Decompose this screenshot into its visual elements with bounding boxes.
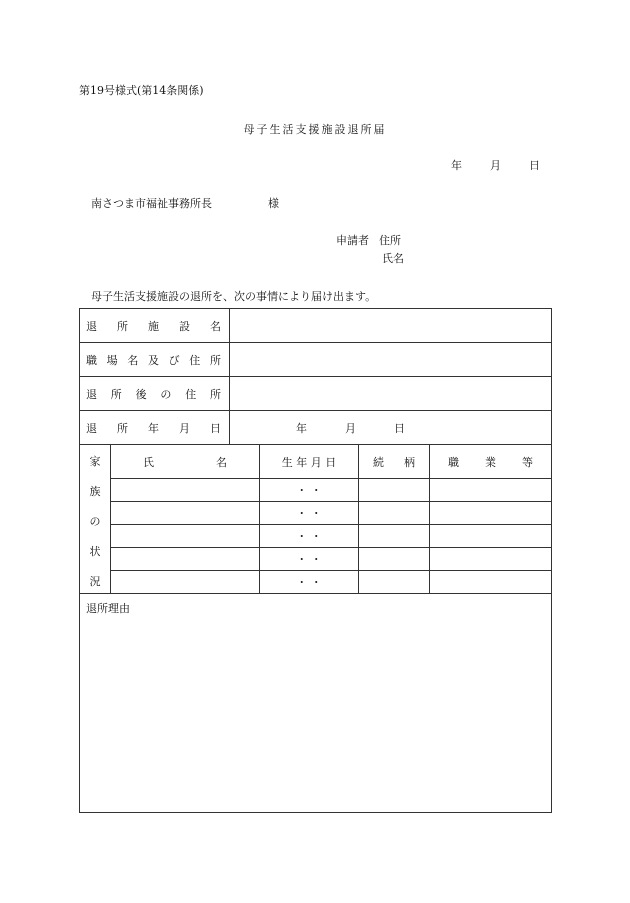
leave-date-row — [80, 411, 552, 445]
family-relationship-header — [359, 445, 430, 479]
family-relationship-field[interactable] — [359, 548, 430, 571]
family-occupation-field[interactable] — [430, 525, 552, 548]
family-row — [80, 502, 552, 525]
submission-date — [451, 157, 540, 173]
label-char: 所 — [117, 319, 128, 333]
label-char: 職 — [448, 455, 459, 469]
label-char: 及 — [147, 353, 159, 367]
label-char: 名 — [210, 319, 221, 333]
family-dob-field[interactable]: ・ ・ — [260, 525, 359, 548]
family-dob-header: 生 年 月 日 — [260, 445, 359, 479]
label-char: 氏 — [143, 455, 154, 469]
leave-day-unit: 日 — [394, 421, 405, 435]
reason-label: 退所理由 — [86, 602, 130, 615]
label-char: の — [89, 515, 101, 528]
family-occupation-header — [430, 445, 552, 479]
date-year-label: 年 — [451, 159, 462, 172]
label-char: 業 — [485, 455, 496, 469]
family-name-field[interactable] — [111, 548, 260, 571]
family-dob-field[interactable]: ・ ・ — [260, 502, 359, 525]
workplace-label — [80, 343, 230, 377]
family-name-header — [111, 445, 260, 479]
facility-name-row — [80, 309, 552, 343]
label-char: 退 — [86, 421, 97, 435]
leave-form-table — [79, 308, 552, 813]
facility-name-field[interactable] — [230, 309, 552, 343]
address-after-row — [80, 377, 552, 411]
label-char: 所 — [209, 387, 221, 401]
family-dob-field[interactable]: ・ ・ — [260, 571, 359, 594]
leave-year-unit: 年 — [296, 421, 307, 435]
label-char: 所 — [209, 353, 221, 367]
family-row — [80, 548, 552, 571]
workplace-row — [80, 343, 552, 377]
family-row — [80, 571, 552, 594]
leave-date-label — [80, 411, 230, 445]
leave-month-unit: 月 — [345, 421, 356, 435]
family-section-label — [80, 445, 111, 594]
family-occupation-field[interactable] — [430, 502, 552, 525]
addressee-name: 南さつま市福祉事務所長 — [91, 197, 212, 210]
label-char: 続 — [373, 455, 384, 469]
applicant-name-label: 氏名 — [382, 252, 404, 265]
family-name-field[interactable] — [111, 502, 260, 525]
family-occupation-field[interactable] — [430, 479, 552, 502]
family-row — [80, 479, 552, 502]
address-label: 住所 — [379, 234, 401, 247]
label-char: 月 — [179, 421, 190, 435]
label-char: 族 — [89, 485, 101, 498]
family-name-field[interactable] — [111, 525, 260, 548]
workplace-field[interactable] — [230, 343, 552, 377]
family-name-field[interactable] — [111, 571, 260, 594]
form-number: 第19号様式(第14条関係) — [79, 84, 204, 97]
address-after-field[interactable] — [230, 377, 552, 411]
label-char: 退 — [86, 319, 97, 333]
family-header-row — [80, 445, 552, 479]
label-char: 住 — [189, 353, 201, 367]
family-occupation-field[interactable] — [430, 571, 552, 594]
addressee — [91, 195, 279, 211]
family-dob-field[interactable]: ・ ・ — [260, 548, 359, 571]
label-char: の — [160, 387, 172, 401]
label-char: 等 — [522, 455, 533, 469]
family-name-field[interactable] — [111, 479, 260, 502]
label-char: 住 — [185, 387, 197, 401]
label-char: 所 — [117, 421, 128, 435]
reason-field[interactable] — [80, 594, 552, 813]
date-month-label: 月 — [490, 159, 501, 172]
label-char: 施 — [148, 319, 159, 333]
addressee-honorific: 様 — [268, 197, 279, 210]
intro-text: 母子生活支援施設の退所を、次の事情により届け出ます。 — [91, 290, 377, 303]
label-char: 場 — [106, 353, 118, 367]
label-char: 柄 — [404, 455, 415, 469]
label-char: 状 — [89, 545, 101, 558]
document-title: 母子生活支援施設退所届 — [243, 123, 387, 136]
label-char: 職 — [86, 353, 97, 367]
family-relationship-field[interactable] — [359, 571, 430, 594]
family-dob-field[interactable]: ・ ・ — [260, 479, 359, 502]
label-char: 名 — [127, 353, 139, 367]
family-occupation-field[interactable] — [430, 548, 552, 571]
family-relationship-field[interactable] — [359, 479, 430, 502]
label-char: 日 — [210, 421, 221, 435]
reason-row — [80, 594, 552, 813]
applicant-address — [336, 232, 401, 248]
label-char: 設 — [179, 319, 190, 333]
facility-name-label — [80, 309, 230, 343]
family-relationship-field[interactable] — [359, 525, 430, 548]
leave-date-field[interactable] — [230, 411, 552, 445]
label-char: 後 — [135, 387, 147, 401]
label-char: 年 — [148, 421, 159, 435]
date-day-label: 日 — [529, 159, 540, 172]
family-row — [80, 525, 552, 548]
family-relationship-field[interactable] — [359, 502, 430, 525]
label-char: 況 — [89, 575, 101, 588]
label-char: 家 — [89, 455, 101, 468]
address-after-label — [80, 377, 230, 411]
label-char: 所 — [110, 387, 122, 401]
label-char: び — [168, 353, 180, 367]
label-char: 退 — [86, 387, 97, 401]
label-char: 名 — [216, 455, 227, 469]
applicant-role: 申請者 — [336, 234, 369, 247]
